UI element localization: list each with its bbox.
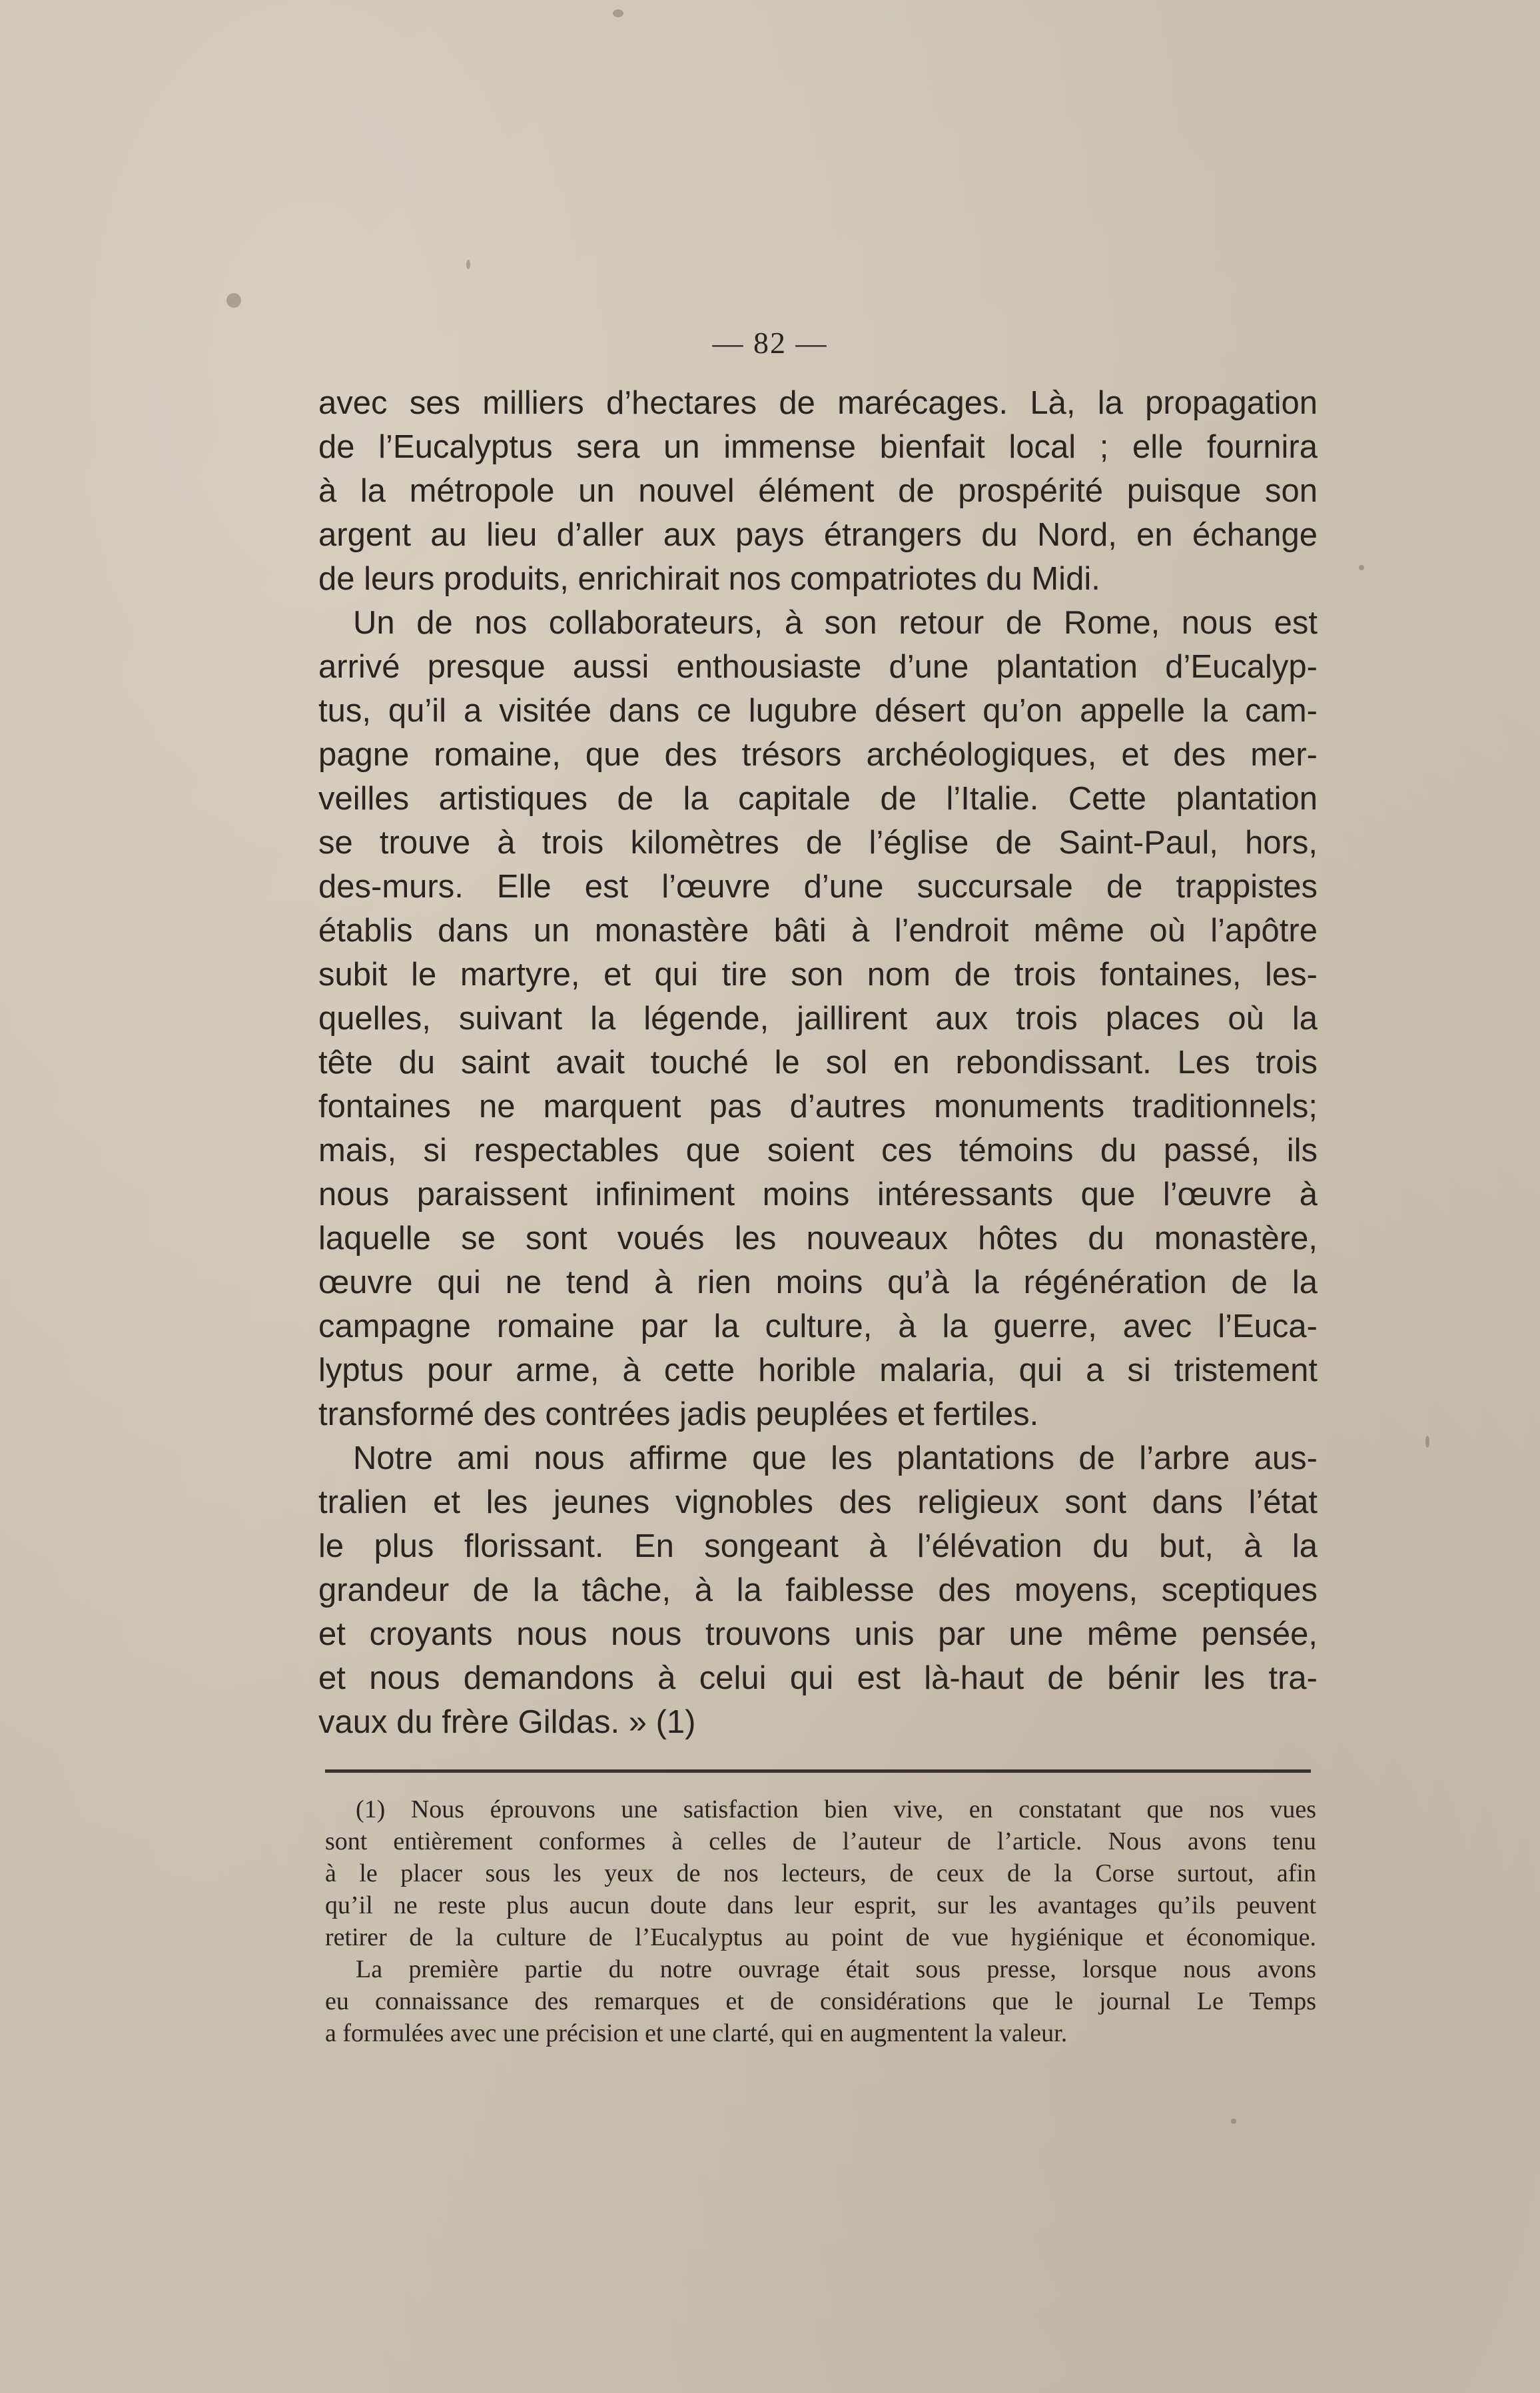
- body-line: quelles, suivant la légende, jaillirent aux trois places où la: [318, 1001, 1318, 1037]
- footnote-line: retirer de la culture de l’Eucalyptus au point de vue hygiénique et économique.: [325, 1923, 1316, 1951]
- body-line: arrivé presque aussi enthousiaste d’une plantation d’Eucalyp-: [318, 649, 1318, 685]
- body-line: vaux du frère Gildas. » (1): [318, 1704, 696, 1740]
- footnote-line: La première partie du notre ouvrage était sous presse, lorsque nous avons: [356, 1955, 1316, 1983]
- body-line: lyptus pour arme, à cette horible malaria, qui a si tristement: [318, 1352, 1318, 1388]
- body-line: des-murs. Elle est l’œuvre d’une succursale de trappistes: [318, 869, 1318, 905]
- paper-speck: [1359, 565, 1364, 570]
- body-line: subit le martyre, et qui tire son nom de trois fontaines, les-: [318, 957, 1318, 993]
- body-line: avec ses milliers d’hectares de marécages. Là, la propagation: [318, 385, 1318, 421]
- body-line: établis dans un monastère bâti à l’endroit même où l’apôtre: [318, 913, 1318, 949]
- paper-speck: [466, 260, 470, 269]
- body-line: tus, qu’il a visitée dans ce lugubre désert qu’on appelle la cam-: [318, 693, 1318, 729]
- body-line: Un de nos collaborateurs, à son retour de Rome, nous est: [353, 605, 1318, 641]
- body-line: transformé des contrées jadis peuplées et fertiles.: [318, 1396, 1039, 1432]
- paper-speck: [613, 9, 623, 17]
- page-number: — 82 —: [712, 326, 828, 360]
- body-line: à la métropole un nouvel élément de prospérité puisque son: [318, 473, 1318, 509]
- body-line: laquelle se sont voués les nouveaux hôtes du monastère,: [318, 1220, 1318, 1256]
- body-line: tralien et les jeunes vignobles des religieux sont dans l’état: [318, 1484, 1318, 1520]
- footnote: [325, 1793, 1316, 2049]
- footnote-line: qu’il ne reste plus aucun doute dans leur esprit, sur les avantages qu’ils peuvent: [325, 1891, 1316, 1919]
- body-line: fontaines ne marquent pas d’autres monuments traditionnels;: [318, 1089, 1318, 1125]
- footnote-line: sont entièrement conformes à celles de l’auteur de l’article. Nous avons tenu: [325, 1827, 1316, 1855]
- body-line: de leurs produits, enrichirait nos compatriotes du Midi.: [318, 561, 1100, 597]
- footnote-line: eu connaissance des remarques et de considérations que le journal Le Temps: [325, 1987, 1316, 2015]
- body-line: mais, si respectables que soient ces témoins du passé, ils: [318, 1133, 1318, 1169]
- body-line: et nous demandons à celui qui est là-haut de bénir les tra-: [318, 1660, 1318, 1696]
- body-line: grandeur de la tâche, à la faiblesse des moyens, sceptiques: [318, 1572, 1318, 1608]
- paper-speck: [1425, 1436, 1429, 1448]
- paper-speck: [1231, 2119, 1236, 2124]
- body-text: [318, 381, 1318, 1744]
- body-line: se trouve à trois kilomètres de l’église de Saint-Paul, hors,: [318, 825, 1318, 861]
- body-line: nous paraissent infiniment moins intéressants que l’œuvre à: [318, 1177, 1318, 1212]
- body-line: tête du saint avait touché le sol en rebondissant. Les trois: [318, 1045, 1318, 1081]
- body-line: Notre ami nous affirme que les plantations de l’arbre aus-: [353, 1440, 1318, 1476]
- body-line: argent au lieu d’aller aux pays étrangers du Nord, en échange: [318, 517, 1318, 553]
- body-line: de l’Eucalyptus sera un immense bienfait local ; elle fournira: [318, 429, 1318, 465]
- body-line: campagne romaine par la culture, à la guerre, avec l’Euca-: [318, 1308, 1318, 1344]
- body-line: le plus florissant. En songeant à l’élévation du but, à la: [318, 1528, 1318, 1564]
- footnote-line: (1) Nous éprouvons une satisfaction bien vive, en constatant que nos vues: [356, 1795, 1316, 1823]
- footnote-rule: [325, 1769, 1311, 1773]
- body-line: œuvre qui ne tend à rien moins qu’à la régénération de la: [318, 1264, 1318, 1300]
- footnote-line: à le placer sous les yeux de nos lecteurs, de ceux de la Corse surtout, afin: [325, 1859, 1316, 1887]
- footnote-line: a formulées avec une précision et une clarté, qui en augmentent la valeur.: [325, 2019, 1068, 2047]
- paper-speck: [226, 293, 241, 308]
- body-line: veilles artistiques de la capitale de l’Italie. Cette plantation: [318, 781, 1318, 817]
- body-line: et croyants nous nous trouvons unis par une même pensée,: [318, 1616, 1318, 1652]
- body-line: pagne romaine, que des trésors archéologiques, et des mer-: [318, 737, 1318, 773]
